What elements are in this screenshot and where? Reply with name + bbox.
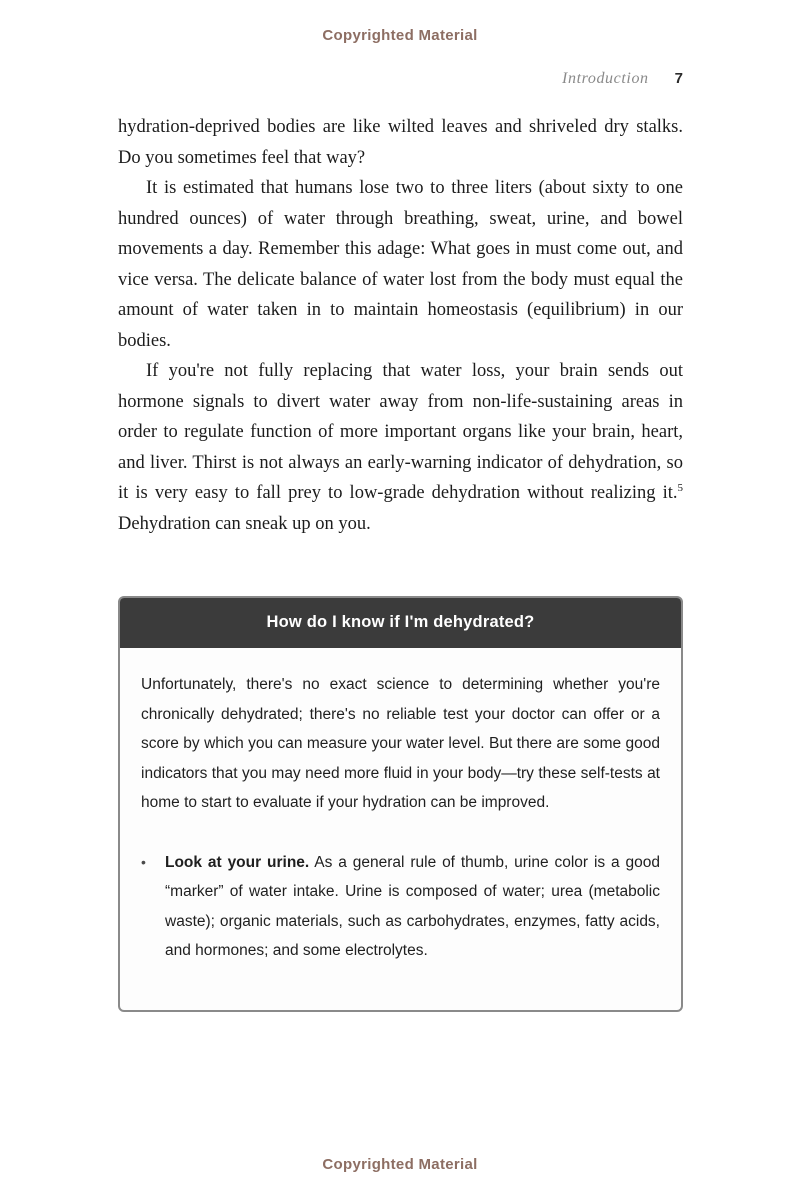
page-content (118, 112, 683, 1012)
bullet-icon: • (141, 853, 146, 870)
paragraph-2: It is estimated that humans lose two to three liters (about sixty to one hundred ounces) of water through breathing, sweat, urine, and bowel movements a day. Remember this adage: What goes in must come out, and vice versa. The delicate balance of water lost from the body must equal the amount of water taken in to maintain homeostasis (equilibrium) in our bodies. (118, 178, 683, 351)
dehydration-callout-box (118, 596, 683, 1012)
paragraph-3-text: If you're not fully replacing that water loss, your brain sends out hormone signals to divert water away from non-life-sustaining areas in order to regulate function of more important organs like your brain, heart, and liver. Thirst is not always an early-warning indicator of dehydration, so it is very easy to fall prey to low-grade dehydration without realizing it. (118, 361, 683, 503)
copyright-notice-top: Copyrighted Material (322, 27, 478, 44)
bullet-item (141, 848, 660, 966)
section-title: Introduction (562, 70, 649, 87)
copyright-notice-bottom: Copyrighted Material (322, 1156, 478, 1173)
bullet-body: As a general rule of thumb, urine color is a good “marker” of water intake. Urine is composed of water; urea (metabolic waste); organic materials, such as carbohydrates, enzymes, fatty acids, and hormones; and some electrolytes. (165, 853, 661, 959)
paragraph-3 (118, 356, 683, 539)
callout-body (120, 648, 681, 1010)
callout-title: How do I know if I'm dehydrated? (120, 598, 681, 648)
bullet-text (165, 848, 660, 966)
bullet-lead: Look at your urine. (165, 853, 310, 871)
paragraph-1: hydration-deprived bodies are like wilted leaves and shriveled dry stalks. Do you sometimes feel that way? (118, 117, 683, 168)
running-head (562, 70, 683, 88)
callout-intro-text: Unfortunately, there's no exact science to determining whether you're chronically dehydrated; there's no reliable test your doctor can offer or a score by which you can measure your water level. But there are some good indicators that you may need more fluid in your body—try these self-tests at home to start to evaluate if your hydration can be improved. (141, 676, 660, 811)
footnote-marker: 5 (677, 481, 683, 494)
paragraph-3-continued: Dehydration can sneak up on you. (118, 513, 371, 534)
page-number: 7 (674, 70, 683, 87)
